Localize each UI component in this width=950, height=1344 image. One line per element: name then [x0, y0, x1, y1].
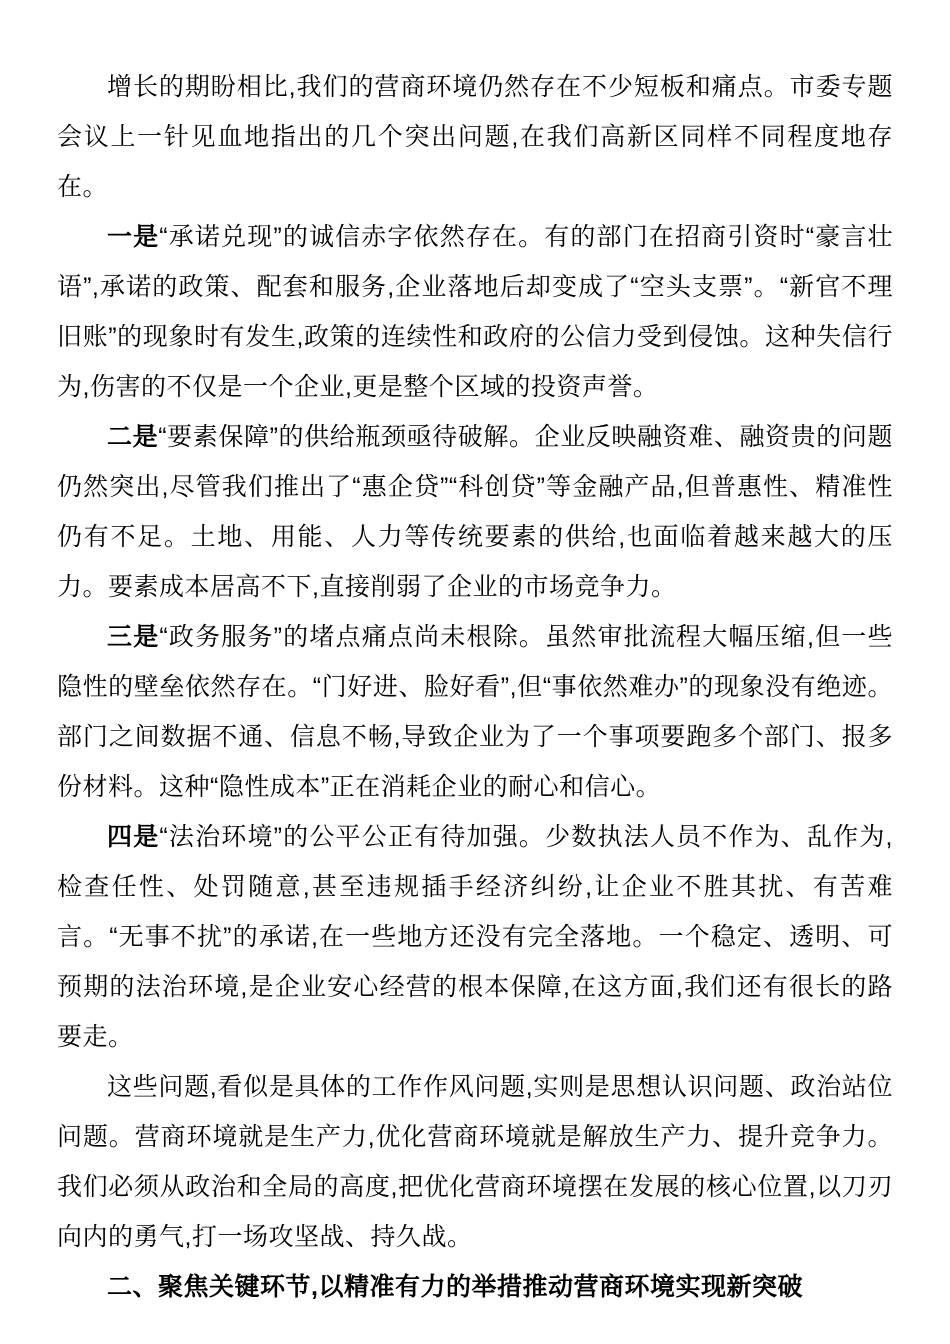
paragraph: [57, 212, 893, 412]
paragraph-text: “政务服务”的堵点痛点尚未根除。虽然审批流程大幅压缩,但一些隐性的壁垒依然存在。“门好进、脸好看”,但“事依然难办”的现象没有绝迹。部门之间数据不通、信息不畅,导致企业为了一个事项要跑多个部门、报多份材料。这种“隐性成本”正在消耗企业的耐心和信心。: [57, 623, 893, 801]
paragraph: [57, 412, 893, 612]
paragraph-lead: 一是: [107, 223, 160, 251]
paragraph-text: “要素保障”的供给瓶颈亟待破解。企业反映融资难、融资贵的问题仍然突出,尽管我们推出了“惠企贷”“科创贷”等金融产品,但普惠性、精准性仍有不足。土地、用能、人力等传统要素的供给,也面临着越来越大的压力。要素成本居高不下,直接削弱了企业的市场竞争力。: [57, 423, 893, 601]
paragraph-lead: 三是: [107, 623, 160, 651]
paragraph: [57, 812, 893, 1062]
paragraph-text: “承诺兑现”的诚信赤字依然存在。有的部门在招商引资时“豪言壮语”,承诺的政策、配套和服务,企业落地后却变成了“空头支票”。“新官不理旧账”的现象时有发生,政策的连续性和政府的公信力受到侵蚀。这种失信行为,伤害的不仅是一个企业,更是整个区域的投资声誉。: [57, 223, 893, 401]
paragraph: [57, 62, 893, 212]
paragraph-lead: 四是: [107, 823, 160, 851]
paragraph: [57, 612, 893, 812]
paragraph-text: “法治环境”的公平公正有待加强。少数执法人员不作为、乱作为,检查任性、处罚随意,甚至违规插手经济纠纷,让企业不胜其扰、有苦难言。“无事不扰”的承诺,在一些地方还没有完全落地。一个稳定、透明、可预期的法治环境,是企业安心经营的根本保障,在这方面,我们还有很长的路要走。: [57, 823, 893, 1051]
section-heading: 二、聚焦关键环节,以精准有力的举措推动营商环境实现新突破: [107, 1273, 803, 1301]
paragraph-text: 增长的期盼相比,我们的营商环境仍然存在不少短板和痛点。市委专题会议上一针见血地指出的几个突出问题,在我们高新区同样不同程度地存在。: [57, 73, 893, 201]
paragraph-text: 这些问题,看似是具体的工作作风问题,实则是思想认识问题、政治站位问题。营商环境就是生产力,优化营商环境就是解放生产力、提升竞争力。我们必须从政治和全局的高度,把优化营商环境摆在发展的核心位置,以刀刃向内的勇气,打一场攻坚战、持久战。: [57, 1073, 893, 1251]
paragraph-lead: 二是: [107, 423, 159, 451]
paragraph: [57, 1062, 893, 1262]
